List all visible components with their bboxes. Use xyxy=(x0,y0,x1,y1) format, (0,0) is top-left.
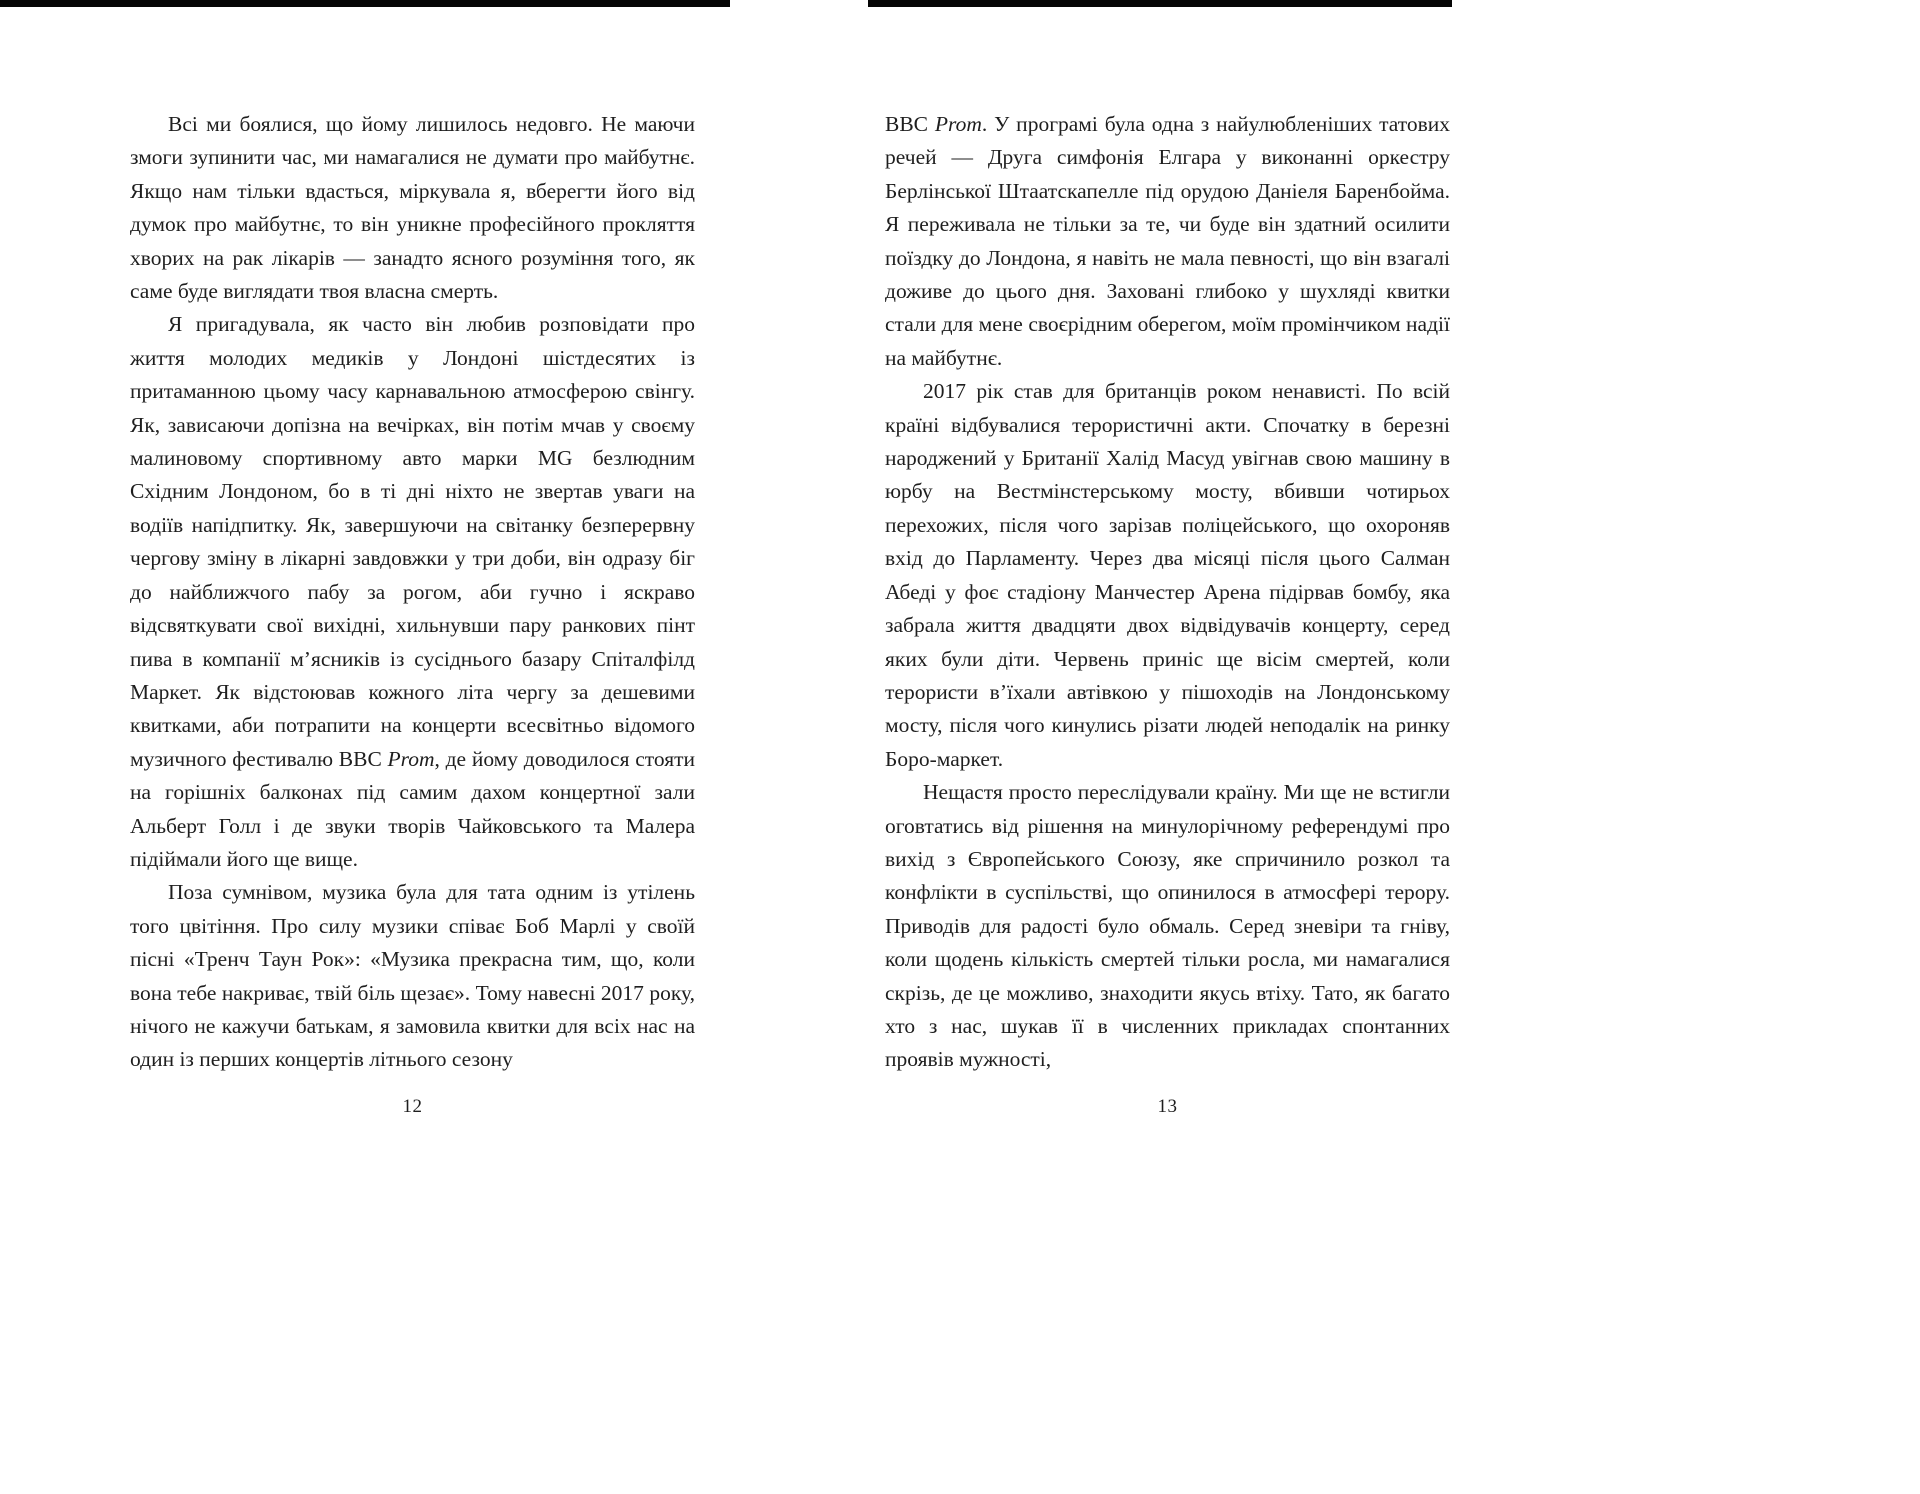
scan-edge-left xyxy=(0,0,730,7)
scan-edge-right xyxy=(868,0,1452,7)
text-run: Всі ми боялися, що йому лишилось недовго. Не маючи змоги зупинити час, ми намагалися не думати про майбутнє. Якщо нам тільки вдасться, міркувала я, вберегти його від думок про майбутнє, то він уникне професійного прокляття хворих на рак лікарів — занадто ясного розуміння того, як саме буде виглядати твоя власна смерть. xyxy=(130,112,695,304)
text-run: Поза сумнівом, музика була для тата одним із утілень того цвітіння. Про силу музики співає Боб Марлі у своїй пісні «Тренч Таун Рок»: «Музика прекрасна тим, що, коли вона тебе накриває, твій біль щезає». Тому навесні 2017 року, нічого не кажучи батькам, я замовила квитки для всіх нас на один із перших концертів літнього сезону xyxy=(130,880,695,1072)
text-run: BBC xyxy=(885,112,935,136)
text-run: . У програмі була одна з найулюбленіших татових речей — Друга симфонія Елгара у виконанні оркестру Берлінської Штаатскапелле під орудою Даніеля Баренбойма. Я переживала не тільки за те, чи буде він здатний осилити поїздку до Лондона, я навіть не мала певності, що він взагалі доживе до цього дня. Заховані глибоко у шухляді квитки стали для мене своєрідним оберегом, моїм промінчиком надії на майбутнє. xyxy=(885,112,1450,370)
text-run: Я пригадувала, як часто він любив розповідати про життя молодих медиків у Лондоні шістдесятих із притаманною цьому часу карнавальною атмосферою свінгу. Як, зависаючи допізна на вечірках, він потім мчав у своєму малиновому спортивному авто марки MG безлюдним Східним Лондоном, бо в ті дні ніхто не звертав уваги на водіїв напідпитку. Як, завершуючи на світанку безперервну чергову зміну в лікарні завдовжки у три доби, він одразу біг до найближчого пабу за рогом, аби гучно і яскраво відсвяткувати свої вихідні, хильнувши пару ранкових пінт пива в компанії м’ясників із сусіднього базару Спіталфілд Маркет. Як відстоював кожного літа чергу за дешевими квитками, аби потрапити на концерти всесвітньо відомого музичного фестивалю BBC xyxy=(130,312,695,771)
text-run: Prom xyxy=(387,746,435,771)
text-run: , де йому доводилося стояти на горішніх балконах під самим дахом концертної зали Альберт Голл і де звуки творів Чайковського та Малера підіймали його ще вище. xyxy=(130,746,696,871)
page-number-left: 12 xyxy=(402,1096,423,1117)
paragraph xyxy=(885,375,1450,776)
paragraph xyxy=(130,876,695,1076)
paragraph xyxy=(885,776,1450,1077)
paragraph xyxy=(885,108,1450,375)
page-number-right: 13 xyxy=(1157,1096,1178,1117)
paragraph xyxy=(130,108,695,308)
page-text-right xyxy=(885,108,1450,1077)
text-run: Нещастя просто переслідували країну. Ми ще не встигли оговтатись від рішення на минулорічному референдумі про вихід з Європейського Союзу, яке спричинило розкол та конфлікти в суспільстві, що опинилося в атмосфері терору. Приводів для радості було обмаль. Серед зневіри та гніву, коли щодень кількість смертей тільки росла, ми намагалися скрізь, де це можливо, знаходити якусь втіху. Тато, як багато хто з нас, шукав її в численних прикладах спонтанних проявів мужності, xyxy=(885,780,1450,1072)
page-text-left xyxy=(130,108,695,1077)
paragraph xyxy=(130,308,695,876)
text-run: 2017 рік став для британців роком ненависті. По всій країні відбувалися терористичні акти. Спочатку в березні народжений у Британії Халід Масуд увігнав свою машину в юрбу на Вестмінстерському мосту, вбивши чотирьох перехожих, після чого зарізав поліцейського, що охороняв вхід до Парламенту. Через два місяці після цього Салман Абеді у фоє стадіону Манчестер Арена підірвав бомбу, яка забрала життя двадцяти двох відвідувачів концерту, серед яких були діти. Червень приніс ще вісім смертей, коли терористи в’їхали автівкою у пішоходів на Лондонському мосту, після чого кинулись різати людей неподалік на ринку Боро-маркет. xyxy=(885,379,1450,771)
text-run: Prom xyxy=(934,112,982,136)
